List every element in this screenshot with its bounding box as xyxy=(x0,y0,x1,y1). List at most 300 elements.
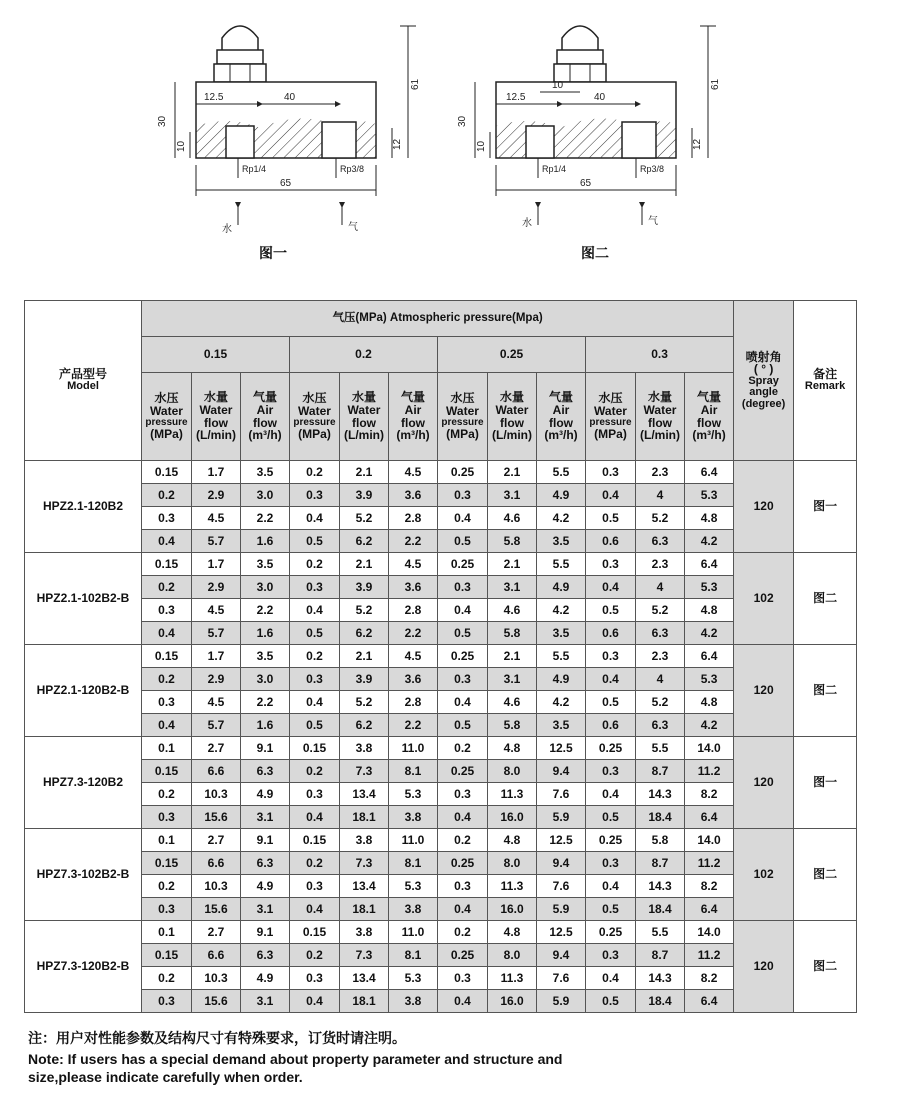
fig1-dim-30: 30 xyxy=(157,115,168,127)
table-cell: 12.5 xyxy=(537,921,586,944)
table-cell: 5.8 xyxy=(636,829,685,852)
table-cell: 2.2 xyxy=(389,622,438,645)
water-pressure-header-cn: 水压 xyxy=(154,391,179,406)
table-cell: 3.1 xyxy=(488,576,537,599)
table-cell: 14.3 xyxy=(636,967,685,990)
table-row xyxy=(25,484,857,507)
table-cell: 5.7 xyxy=(192,622,241,645)
table-cell: 5.2 xyxy=(636,507,685,530)
table-cell: 3.0 xyxy=(241,668,290,691)
air-flow-header-cn: 气量 xyxy=(548,390,573,405)
pressure-group-header: 0.15 xyxy=(142,337,290,373)
water-pressure-header-en1: Water xyxy=(298,403,331,418)
table-cell: 3.8 xyxy=(340,829,389,852)
angle-header-deg: ( ° ) xyxy=(753,362,774,377)
table-cell: 18.4 xyxy=(636,990,685,1013)
table-cell: 4.2 xyxy=(537,599,586,622)
table-cell: 0.4 xyxy=(586,484,636,507)
table-cell: 6.3 xyxy=(241,760,290,783)
fig2-air-label: 气 xyxy=(648,216,658,227)
air-flow-header-en2: flow xyxy=(697,415,722,430)
table-cell: 0.25 xyxy=(438,760,488,783)
table-cell: 3.6 xyxy=(389,484,438,507)
remark-header-cn: 备注 xyxy=(813,367,838,382)
spray-angle: 102 xyxy=(734,553,794,645)
table-cell: 13.4 xyxy=(340,967,389,990)
table-cell: 4.5 xyxy=(389,645,438,668)
fig2-dim-30: 30 xyxy=(457,115,468,127)
table-cell: 5.2 xyxy=(340,507,389,530)
table-cell: 3.0 xyxy=(241,484,290,507)
table-cell: 0.4 xyxy=(438,691,488,714)
fig1-dim-40: 40 xyxy=(284,92,296,103)
table-cell: 8.1 xyxy=(389,944,438,967)
table-row xyxy=(25,599,857,622)
water-flow-header xyxy=(488,373,537,461)
table-cell: 0.3 xyxy=(438,967,488,990)
table-cell: 0.2 xyxy=(142,875,192,898)
table-cell: 16.0 xyxy=(488,806,537,829)
table-cell: 5.8 xyxy=(488,622,537,645)
table-row xyxy=(25,921,857,944)
table-cell: 4.2 xyxy=(685,714,734,737)
table-cell: 5.8 xyxy=(488,714,537,737)
table-cell: 0.4 xyxy=(586,668,636,691)
water-pressure-header-en1: Water xyxy=(446,403,479,418)
table-cell: 0.4 xyxy=(290,990,340,1013)
table-cell: 12.5 xyxy=(537,737,586,760)
table-cell: 14.0 xyxy=(685,921,734,944)
water-flow-header-en1: Water xyxy=(199,402,233,417)
table-cell: 0.1 xyxy=(142,921,192,944)
table-cell: 0.3 xyxy=(142,990,192,1013)
air-flow-header xyxy=(537,373,586,461)
fig2-dim-61: 61 xyxy=(710,78,721,90)
table-cell: 5.5 xyxy=(537,645,586,668)
air-flow-header xyxy=(241,373,290,461)
table-row xyxy=(25,461,857,484)
figure-2-caption: 图二 xyxy=(581,245,609,261)
table-cell: 3.9 xyxy=(340,576,389,599)
table-cell: 2.7 xyxy=(192,737,241,760)
table-cell: 3.5 xyxy=(241,645,290,668)
table-cell: 5.2 xyxy=(636,691,685,714)
table-cell: 0.1 xyxy=(142,737,192,760)
fig2-dim-40: 40 xyxy=(594,92,606,103)
water-pressure-header-en2: pressure xyxy=(441,416,484,428)
table-cell: 6.2 xyxy=(340,714,389,737)
table-cell: 5.5 xyxy=(537,461,586,484)
table-cell: 0.3 xyxy=(586,760,636,783)
spray-angle: 120 xyxy=(734,921,794,1013)
table-cell: 0.2 xyxy=(438,737,488,760)
table-cell: 0.3 xyxy=(290,576,340,599)
table-cell: 0.2 xyxy=(142,967,192,990)
table-cell: 1.7 xyxy=(192,645,241,668)
table-cell: 5.3 xyxy=(685,484,734,507)
table-cell: 8.0 xyxy=(488,760,537,783)
table-row xyxy=(25,737,857,760)
table-cell: 0.15 xyxy=(290,921,340,944)
table-cell: 16.0 xyxy=(488,990,537,1013)
table-cell: 5.3 xyxy=(389,967,438,990)
table-cell: 8.2 xyxy=(685,967,734,990)
table-cell: 4.6 xyxy=(488,599,537,622)
water-pressure-header-en2: pressure xyxy=(589,416,632,428)
table-cell: 2.1 xyxy=(340,461,389,484)
table-cell: 3.1 xyxy=(488,484,537,507)
table-cell: 15.6 xyxy=(192,898,241,921)
table-cell: 5.5 xyxy=(537,553,586,576)
table-cell: 0.4 xyxy=(142,530,192,553)
table-cell: 4.5 xyxy=(192,507,241,530)
table-cell: 2.7 xyxy=(192,921,241,944)
table-cell: 0.4 xyxy=(586,783,636,806)
water-pressure-header-en3: (MPa) xyxy=(298,427,331,442)
table-cell: 6.3 xyxy=(241,852,290,875)
table-cell: 3.8 xyxy=(389,990,438,1013)
table-cell: 6.6 xyxy=(192,760,241,783)
air-flow-header xyxy=(685,373,734,461)
air-flow-header-cn: 气量 xyxy=(400,390,425,405)
table-cell: 4.2 xyxy=(537,691,586,714)
table-cell: 2.8 xyxy=(389,507,438,530)
table-row xyxy=(25,967,857,990)
table-cell: 15.6 xyxy=(192,990,241,1013)
water-flow-header-en2: flow xyxy=(352,415,376,430)
table-row xyxy=(25,622,857,645)
technical-drawings xyxy=(0,0,900,290)
water-flow-header-cn: 水量 xyxy=(203,390,228,405)
table-cell: 4.6 xyxy=(488,691,537,714)
table-cell: 0.3 xyxy=(586,944,636,967)
fig2-rp38: Rp3/8 xyxy=(640,164,665,174)
table-row xyxy=(25,530,857,553)
table-cell: 3.5 xyxy=(537,530,586,553)
table-cell: 11.0 xyxy=(389,921,438,944)
table-cell: 5.9 xyxy=(537,806,586,829)
table-cell: 0.25 xyxy=(586,829,636,852)
note-en-line1: Note: If users has a special demand about property parameter and structure and xyxy=(28,1051,563,1067)
table-cell: 4.8 xyxy=(685,599,734,622)
table-cell: 0.2 xyxy=(290,461,340,484)
table-cell: 16.0 xyxy=(488,898,537,921)
fig1-rp14: Rp1/4 xyxy=(242,164,267,174)
model-name: HPZ7.3-120B2-B xyxy=(25,921,142,1013)
table-cell: 6.2 xyxy=(340,622,389,645)
table-cell: 0.3 xyxy=(438,576,488,599)
model-name: HPZ7.3-102B2-B xyxy=(25,829,142,921)
air-flow-header-en2: flow xyxy=(401,415,425,430)
table-cell: 0.3 xyxy=(586,645,636,668)
table-row xyxy=(25,944,857,967)
table-cell: 18.1 xyxy=(340,806,389,829)
table-cell: 0.4 xyxy=(438,806,488,829)
air-flow-header-en1: Air xyxy=(404,402,422,417)
table-cell: 11.3 xyxy=(488,967,537,990)
table-cell: 4.5 xyxy=(389,461,438,484)
fig2-water-label: 水 xyxy=(522,218,532,229)
water-flow-header-en1: Water xyxy=(495,402,529,417)
spray-angle: 102 xyxy=(734,829,794,921)
air-flow-header xyxy=(389,373,438,461)
water-pressure-header xyxy=(586,373,636,461)
air-flow-header-cn: 气量 xyxy=(697,390,722,405)
table-cell: 6.4 xyxy=(685,898,734,921)
table-cell: 10.3 xyxy=(192,875,241,898)
table-cell: 9.1 xyxy=(241,921,290,944)
table-cell: 3.8 xyxy=(389,898,438,921)
table-cell: 0.25 xyxy=(438,461,488,484)
air-flow-header-en3: (m³/h) xyxy=(248,428,282,443)
table-cell: 2.9 xyxy=(192,576,241,599)
table-cell: 0.2 xyxy=(290,852,340,875)
table-cell: 0.2 xyxy=(290,944,340,967)
table-cell: 14.0 xyxy=(685,737,734,760)
remark-cell: 图一 xyxy=(794,461,857,553)
table-row xyxy=(25,691,857,714)
table-cell: 9.1 xyxy=(241,737,290,760)
table-cell: 9.4 xyxy=(537,944,586,967)
fig2-dim-65: 65 xyxy=(580,178,592,189)
table-row xyxy=(25,990,857,1013)
note-en-line2: size,please indicate carefully when order. xyxy=(28,1069,303,1085)
table-row xyxy=(25,668,857,691)
table-cell: 4 xyxy=(636,576,685,599)
table-cell: 5.8 xyxy=(488,530,537,553)
water-flow-header-en1: Water xyxy=(643,402,677,417)
table-cell: 3.8 xyxy=(340,737,389,760)
model-name: HPZ7.3-120B2 xyxy=(25,737,142,829)
table-cell: 2.9 xyxy=(192,484,241,507)
table-cell: 9.1 xyxy=(241,829,290,852)
table-cell: 2.2 xyxy=(389,714,438,737)
table-cell: 4.8 xyxy=(488,921,537,944)
water-flow-header xyxy=(340,373,389,461)
table-row xyxy=(25,576,857,599)
table-cell: 10.3 xyxy=(192,967,241,990)
table-cell: 0.2 xyxy=(142,576,192,599)
table-row xyxy=(25,852,857,875)
table-cell: 0.3 xyxy=(290,875,340,898)
table-cell: 7.3 xyxy=(340,944,389,967)
spray-angle: 120 xyxy=(734,645,794,737)
water-flow-header xyxy=(192,373,241,461)
table-cell: 0.15 xyxy=(290,737,340,760)
fig1-dim-61: 61 xyxy=(410,78,421,90)
table-cell: 4.2 xyxy=(685,530,734,553)
table-cell: 5.7 xyxy=(192,714,241,737)
table-row xyxy=(25,645,857,668)
table-cell: 3.5 xyxy=(241,461,290,484)
table-cell: 0.6 xyxy=(586,530,636,553)
table-cell: 11.3 xyxy=(488,783,537,806)
table-cell: 4.8 xyxy=(488,737,537,760)
fig2-dim-12: 12 xyxy=(692,138,703,150)
table-cell: 1.7 xyxy=(192,461,241,484)
table-cell: 0.25 xyxy=(438,553,488,576)
table-cell: 0.2 xyxy=(438,829,488,852)
remark-cell: 图二 xyxy=(794,829,857,921)
remark-cell: 图二 xyxy=(794,553,857,645)
fig1-dim-12-5: 12.5 xyxy=(204,92,224,103)
table-cell: 5.3 xyxy=(389,783,438,806)
table-cell: 0.4 xyxy=(438,990,488,1013)
fig2-rp14: Rp1/4 xyxy=(542,164,567,174)
table-cell: 4.9 xyxy=(537,484,586,507)
table-cell: 4.2 xyxy=(685,622,734,645)
table-row xyxy=(25,806,857,829)
table-cell: 4 xyxy=(636,484,685,507)
fig1-rp38: Rp3/8 xyxy=(340,164,365,174)
table-cell: 3.6 xyxy=(389,576,438,599)
table-cell: 0.5 xyxy=(586,507,636,530)
table-cell: 5.3 xyxy=(685,576,734,599)
table-cell: 0.5 xyxy=(586,990,636,1013)
note-cn: 注：用户对性能参数及结构尺寸有特殊要求，订货时请注明。 xyxy=(28,1030,406,1046)
fig1-dim-65: 65 xyxy=(280,178,292,189)
table-cell: 0.2 xyxy=(438,921,488,944)
fig1-dim-12: 12 xyxy=(392,138,403,150)
table-cell: 0.15 xyxy=(142,852,192,875)
table-cell: 15.6 xyxy=(192,806,241,829)
table-cell: 3.5 xyxy=(537,714,586,737)
water-flow-header-cn: 水量 xyxy=(499,390,524,405)
table-cell: 0.4 xyxy=(438,507,488,530)
table-cell: 6.4 xyxy=(685,553,734,576)
table-cell: 3.1 xyxy=(241,990,290,1013)
table-row xyxy=(25,553,857,576)
table-cell: 3.8 xyxy=(340,921,389,944)
table-cell: 6.4 xyxy=(685,806,734,829)
table-cell: 6.4 xyxy=(685,645,734,668)
table-cell: 8.1 xyxy=(389,760,438,783)
figure-1-drawing xyxy=(175,26,416,225)
water-flow-header xyxy=(636,373,685,461)
table-cell: 0.5 xyxy=(438,714,488,737)
table-cell: 0.4 xyxy=(142,622,192,645)
water-flow-header-cn: 水量 xyxy=(351,390,376,405)
table-cell: 7.6 xyxy=(537,783,586,806)
table-cell: 8.7 xyxy=(636,852,685,875)
model-name: HPZ2.1-120B2-B xyxy=(25,645,142,737)
table-cell: 0.3 xyxy=(438,484,488,507)
table-cell: 4.9 xyxy=(241,967,290,990)
pressure-group-header: 0.2 xyxy=(290,337,438,373)
angle-header-cn: 喷射角 xyxy=(745,349,782,364)
table-cell: 2.3 xyxy=(636,553,685,576)
water-pressure-header-en3: (MPa) xyxy=(594,427,627,442)
table-cell: 6.2 xyxy=(340,530,389,553)
table-cell: 2.2 xyxy=(241,691,290,714)
table-cell: 0.5 xyxy=(438,622,488,645)
table-row xyxy=(25,507,857,530)
table-cell: 8.7 xyxy=(636,760,685,783)
table-cell: 3.5 xyxy=(537,622,586,645)
table-cell: 0.4 xyxy=(438,599,488,622)
table-cell: 0.3 xyxy=(586,852,636,875)
table-cell: 0.25 xyxy=(438,944,488,967)
table-cell: 0.5 xyxy=(586,599,636,622)
table-cell: 0.2 xyxy=(290,553,340,576)
table-row xyxy=(25,898,857,921)
table-cell: 0.3 xyxy=(438,668,488,691)
water-flow-header-en3: (L/min) xyxy=(492,428,532,443)
table-cell: 7.3 xyxy=(340,852,389,875)
table-cell: 6.4 xyxy=(685,990,734,1013)
table-cell: 5.5 xyxy=(636,921,685,944)
pressure-header: 气压(MPa) Atmospheric pressure(Mpa) xyxy=(142,301,734,337)
table-cell: 11.2 xyxy=(685,852,734,875)
table-cell: 18.1 xyxy=(340,898,389,921)
table-cell: 0.4 xyxy=(290,898,340,921)
table-cell: 18.4 xyxy=(636,898,685,921)
table-cell: 12.5 xyxy=(537,829,586,852)
table-cell: 6.3 xyxy=(636,530,685,553)
table-cell: 2.1 xyxy=(340,645,389,668)
air-flow-header-en2: flow xyxy=(549,415,573,430)
table-cell: 8.7 xyxy=(636,944,685,967)
remark-cell: 图二 xyxy=(794,921,857,1013)
table-cell: 2.2 xyxy=(389,530,438,553)
table-row xyxy=(25,783,857,806)
fig2-dim-10-side: 10 xyxy=(476,140,487,152)
table-cell: 1.6 xyxy=(241,530,290,553)
table-cell: 6.3 xyxy=(241,944,290,967)
table-cell: 3.1 xyxy=(241,806,290,829)
table-cell: 0.3 xyxy=(290,668,340,691)
table-cell: 4 xyxy=(636,668,685,691)
table-cell: 0.2 xyxy=(142,484,192,507)
fig1-dim-10: 10 xyxy=(176,140,187,152)
table-cell: 2.1 xyxy=(488,645,537,668)
table-cell: 8.2 xyxy=(685,783,734,806)
table-cell: 2.9 xyxy=(192,668,241,691)
table-cell: 2.8 xyxy=(389,599,438,622)
table-cell: 0.3 xyxy=(142,898,192,921)
table-row xyxy=(25,760,857,783)
table-cell: 0.2 xyxy=(142,783,192,806)
table-cell: 0.15 xyxy=(142,944,192,967)
table-cell: 4.5 xyxy=(389,553,438,576)
table-cell: 0.3 xyxy=(142,691,192,714)
table-cell: 8.0 xyxy=(488,944,537,967)
table-cell: 7.6 xyxy=(537,967,586,990)
table-cell: 0.5 xyxy=(586,898,636,921)
table-cell: 0.4 xyxy=(290,599,340,622)
table-cell: 4.9 xyxy=(241,875,290,898)
table-row xyxy=(25,875,857,898)
table-cell: 11.3 xyxy=(488,875,537,898)
angle-header-en1: Spray xyxy=(748,374,779,387)
table-cell: 7.3 xyxy=(340,760,389,783)
table-cell: 4.5 xyxy=(192,691,241,714)
table-cell: 0.5 xyxy=(586,691,636,714)
table-cell: 0.25 xyxy=(586,921,636,944)
angle-header xyxy=(734,301,794,461)
table-cell: 0.25 xyxy=(586,737,636,760)
water-pressure-header xyxy=(142,373,192,461)
table-cell: 0.2 xyxy=(290,760,340,783)
remark-header-en: Remark xyxy=(804,380,846,393)
table-cell: 6.6 xyxy=(192,944,241,967)
table-cell: 10.3 xyxy=(192,783,241,806)
table-cell: 3.0 xyxy=(241,576,290,599)
water-flow-header-en2: flow xyxy=(648,415,672,430)
table-cell: 0.25 xyxy=(438,645,488,668)
water-flow-header-en2: flow xyxy=(500,415,524,430)
table-cell: 0.4 xyxy=(290,691,340,714)
